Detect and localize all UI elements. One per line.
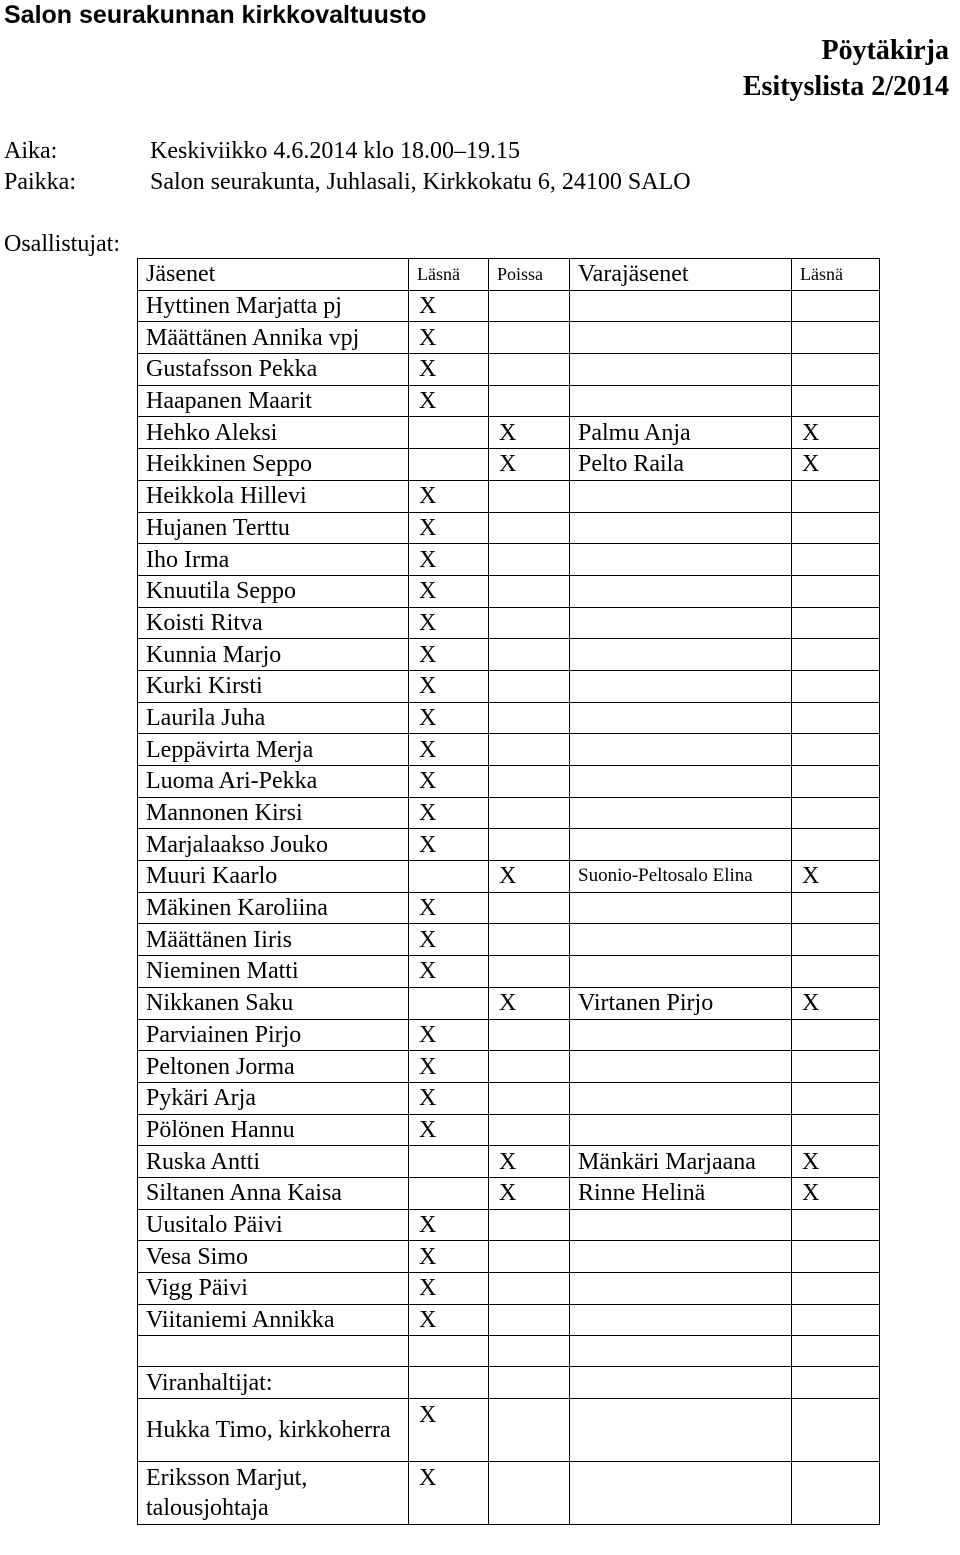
present-mark: X bbox=[409, 480, 489, 512]
member-name: Laurila Juha bbox=[138, 702, 409, 734]
table-row bbox=[138, 892, 880, 924]
deputy-present-mark bbox=[792, 1304, 880, 1336]
deputy-present-mark bbox=[792, 607, 880, 639]
table-row bbox=[138, 861, 880, 893]
present-mark: X bbox=[409, 544, 489, 576]
empty-cell bbox=[489, 1462, 570, 1525]
present-mark: X bbox=[409, 607, 489, 639]
deputy-name bbox=[570, 480, 792, 512]
member-name: Iho Irma bbox=[138, 544, 409, 576]
empty-cell bbox=[489, 1367, 570, 1399]
table-row bbox=[138, 1114, 880, 1146]
deputy-name: Palmu Anja bbox=[570, 417, 792, 449]
officials-label-row bbox=[138, 1367, 880, 1399]
deputy-present-mark bbox=[792, 702, 880, 734]
member-name: Nikkanen Saku bbox=[138, 987, 409, 1019]
deputy-present-mark bbox=[792, 385, 880, 417]
absent-mark: X bbox=[489, 1146, 570, 1178]
deputy-name bbox=[570, 702, 792, 734]
deputy-name: Mänkäri Marjaana bbox=[570, 1146, 792, 1178]
deputy-present-mark bbox=[792, 1114, 880, 1146]
attendance-table bbox=[137, 258, 880, 1525]
present-mark: X bbox=[409, 956, 489, 988]
deputy-name bbox=[570, 797, 792, 829]
member-name: Hehko Aleksi bbox=[138, 417, 409, 449]
deputy-name: Suonio-Peltosalo Elina bbox=[570, 861, 792, 893]
table-row bbox=[138, 385, 880, 417]
deputy-name bbox=[570, 1241, 792, 1273]
official-present-mark: X bbox=[409, 1399, 489, 1462]
absent-mark bbox=[489, 829, 570, 861]
deputy-present-mark bbox=[792, 639, 880, 671]
table-row bbox=[138, 1273, 880, 1305]
official-present-mark: X bbox=[409, 1462, 489, 1525]
present-mark: X bbox=[409, 1241, 489, 1273]
empty-cell bbox=[409, 1336, 489, 1367]
absent-mark bbox=[489, 702, 570, 734]
member-name: Hyttinen Marjatta pj bbox=[138, 290, 409, 322]
header-present: Läsnä bbox=[409, 259, 489, 291]
member-name: Mannonen Kirsi bbox=[138, 797, 409, 829]
table-row bbox=[138, 702, 880, 734]
table-row bbox=[138, 512, 880, 544]
absent-mark bbox=[489, 639, 570, 671]
member-name: Nieminen Matti bbox=[138, 956, 409, 988]
empty-cell bbox=[792, 1367, 880, 1399]
deputy-name bbox=[570, 322, 792, 354]
member-name: Knuutila Seppo bbox=[138, 575, 409, 607]
deputy-name bbox=[570, 1304, 792, 1336]
table-row bbox=[138, 1146, 880, 1178]
deputy-present-mark bbox=[792, 512, 880, 544]
deputy-name bbox=[570, 734, 792, 766]
empty-cell bbox=[570, 1367, 792, 1399]
member-name: Koisti Ritva bbox=[138, 607, 409, 639]
member-name: Viitaniemi Annikka bbox=[138, 1304, 409, 1336]
deputy-name bbox=[570, 385, 792, 417]
absent-mark: X bbox=[489, 417, 570, 449]
absent-mark bbox=[489, 1209, 570, 1241]
present-mark bbox=[409, 861, 489, 893]
present-mark: X bbox=[409, 1082, 489, 1114]
empty-cell bbox=[409, 1367, 489, 1399]
deputy-present-mark: X bbox=[792, 449, 880, 481]
absent-mark bbox=[489, 956, 570, 988]
table-row bbox=[138, 480, 880, 512]
deputy-name bbox=[570, 1209, 792, 1241]
deputy-present-mark: X bbox=[792, 987, 880, 1019]
empty-cell bbox=[489, 1399, 570, 1462]
member-name: Uusitalo Päivi bbox=[138, 1209, 409, 1241]
deputy-name bbox=[570, 575, 792, 607]
deputy-present-mark bbox=[792, 575, 880, 607]
empty-cell bbox=[792, 1336, 880, 1367]
table-row bbox=[138, 449, 880, 481]
present-mark bbox=[409, 987, 489, 1019]
deputy-present-mark bbox=[792, 829, 880, 861]
absent-mark bbox=[489, 354, 570, 386]
empty-cell bbox=[570, 1462, 792, 1525]
member-name: Parviainen Pirjo bbox=[138, 1019, 409, 1051]
present-mark bbox=[409, 1177, 489, 1209]
absent-mark: X bbox=[489, 861, 570, 893]
table-row bbox=[138, 575, 880, 607]
absent-mark bbox=[489, 512, 570, 544]
meeting-time-label: Aika: bbox=[4, 138, 58, 164]
deputy-present-mark bbox=[792, 354, 880, 386]
empty-cell bbox=[792, 1462, 880, 1525]
official-row bbox=[138, 1462, 880, 1525]
empty-cell bbox=[489, 1336, 570, 1367]
present-mark: X bbox=[409, 290, 489, 322]
table-row bbox=[138, 956, 880, 988]
deputy-name bbox=[570, 766, 792, 798]
deputy-present-mark bbox=[792, 670, 880, 702]
table-row bbox=[138, 987, 880, 1019]
table-row bbox=[138, 1304, 880, 1336]
table-row bbox=[138, 1209, 880, 1241]
table-row bbox=[138, 1082, 880, 1114]
absent-mark bbox=[489, 1273, 570, 1305]
member-name: Siltanen Anna Kaisa bbox=[138, 1177, 409, 1209]
deputy-name bbox=[570, 639, 792, 671]
absent-mark bbox=[489, 575, 570, 607]
deputy-present-mark: X bbox=[792, 1146, 880, 1178]
present-mark: X bbox=[409, 1304, 489, 1336]
deputy-present-mark bbox=[792, 1241, 880, 1273]
present-mark: X bbox=[409, 892, 489, 924]
member-name: Gustafsson Pekka bbox=[138, 354, 409, 386]
absent-mark bbox=[489, 480, 570, 512]
table-row bbox=[138, 829, 880, 861]
member-name: Vesa Simo bbox=[138, 1241, 409, 1273]
absent-mark bbox=[489, 1241, 570, 1273]
absent-mark: X bbox=[489, 449, 570, 481]
absent-mark bbox=[489, 385, 570, 417]
present-mark bbox=[409, 449, 489, 481]
table-row bbox=[138, 639, 880, 671]
header-members: Jäsenet bbox=[138, 259, 409, 291]
deputy-name bbox=[570, 290, 792, 322]
member-name: Vigg Päivi bbox=[138, 1273, 409, 1305]
deputy-name bbox=[570, 607, 792, 639]
member-name: Pykäri Arja bbox=[138, 1082, 409, 1114]
deputy-name bbox=[570, 544, 792, 576]
deputy-name: Pelto Raila bbox=[570, 449, 792, 481]
member-name: Kunnia Marjo bbox=[138, 639, 409, 671]
member-name: Mäkinen Karoliina bbox=[138, 892, 409, 924]
member-name: Luoma Ari-Pekka bbox=[138, 766, 409, 798]
meeting-place-label: Paikka: bbox=[4, 169, 76, 195]
present-mark: X bbox=[409, 1114, 489, 1146]
deputy-present-mark bbox=[792, 956, 880, 988]
deputy-present-mark bbox=[792, 924, 880, 956]
absent-mark bbox=[489, 322, 570, 354]
deputy-name bbox=[570, 1051, 792, 1083]
member-name: Peltonen Jorma bbox=[138, 1051, 409, 1083]
present-mark: X bbox=[409, 670, 489, 702]
table-row bbox=[138, 1241, 880, 1273]
absent-mark bbox=[489, 290, 570, 322]
deputy-name bbox=[570, 512, 792, 544]
empty-cell bbox=[570, 1399, 792, 1462]
deputy-name bbox=[570, 1114, 792, 1146]
present-mark: X bbox=[409, 766, 489, 798]
document-type bbox=[743, 33, 949, 105]
present-mark: X bbox=[409, 575, 489, 607]
deputy-name bbox=[570, 354, 792, 386]
deputy-name bbox=[570, 924, 792, 956]
absent-mark: X bbox=[489, 987, 570, 1019]
table-row bbox=[138, 924, 880, 956]
header-deputy-present: Läsnä bbox=[792, 259, 880, 291]
member-name: Heikkinen Seppo bbox=[138, 449, 409, 481]
member-name: Muuri Kaarlo bbox=[138, 861, 409, 893]
present-mark: X bbox=[409, 639, 489, 671]
present-mark: X bbox=[409, 924, 489, 956]
table-row bbox=[138, 1177, 880, 1209]
official-name: Eriksson Marjut, talousjohtaja bbox=[138, 1462, 409, 1525]
present-mark: X bbox=[409, 1019, 489, 1051]
present-mark: X bbox=[409, 1209, 489, 1241]
officials-label: Viranhaltijat: bbox=[138, 1367, 409, 1399]
header-deputies: Varajäsenet bbox=[570, 259, 792, 291]
present-mark: X bbox=[409, 797, 489, 829]
meeting-place-value: Salon seurakunta, Juhlasali, Kirkkokatu 6, 24100 SALO bbox=[150, 169, 691, 195]
attendance-table-body bbox=[138, 259, 880, 1525]
member-name: Pölönen Hannu bbox=[138, 1114, 409, 1146]
table-row bbox=[138, 607, 880, 639]
deputy-name bbox=[570, 1082, 792, 1114]
deputy-present-mark bbox=[792, 480, 880, 512]
deputy-present-mark bbox=[792, 544, 880, 576]
member-name: Haapanen Maarit bbox=[138, 385, 409, 417]
table-row bbox=[138, 322, 880, 354]
absent-mark bbox=[489, 734, 570, 766]
present-mark: X bbox=[409, 385, 489, 417]
deputy-present-mark bbox=[792, 1273, 880, 1305]
deputy-present-mark bbox=[792, 1209, 880, 1241]
absent-mark bbox=[489, 607, 570, 639]
deputy-present-mark bbox=[792, 734, 880, 766]
empty-cell bbox=[138, 1336, 409, 1367]
official-row bbox=[138, 1399, 880, 1462]
header-absent: Poissa bbox=[489, 259, 570, 291]
absent-mark bbox=[489, 1304, 570, 1336]
deputy-name bbox=[570, 829, 792, 861]
deputy-name bbox=[570, 670, 792, 702]
absent-mark bbox=[489, 1082, 570, 1114]
member-name: Leppävirta Merja bbox=[138, 734, 409, 766]
absent-mark bbox=[489, 670, 570, 702]
deputy-present-mark bbox=[792, 892, 880, 924]
deputy-present-mark bbox=[792, 1019, 880, 1051]
absent-mark bbox=[489, 892, 570, 924]
organization-title: Salon seurakunnan kirkkovaltuusto bbox=[4, 1, 427, 29]
absent-mark bbox=[489, 544, 570, 576]
table-row bbox=[138, 734, 880, 766]
table-row bbox=[138, 1019, 880, 1051]
member-name: Ruska Antti bbox=[138, 1146, 409, 1178]
participants-label: Osallistujat: bbox=[4, 231, 120, 257]
table-row bbox=[138, 766, 880, 798]
absent-mark bbox=[489, 766, 570, 798]
deputy-present-mark bbox=[792, 797, 880, 829]
table-row bbox=[138, 290, 880, 322]
meeting-time-value: Keskiviikko 4.6.2014 klo 18.00–19.15 bbox=[150, 138, 520, 164]
empty-row bbox=[138, 1336, 880, 1367]
deputy-present-mark bbox=[792, 1051, 880, 1083]
absent-mark bbox=[489, 1019, 570, 1051]
deputy-name bbox=[570, 956, 792, 988]
present-mark: X bbox=[409, 1273, 489, 1305]
present-mark: X bbox=[409, 354, 489, 386]
absent-mark bbox=[489, 924, 570, 956]
official-name: Hukka Timo, kirkkoherra bbox=[138, 1399, 409, 1462]
present-mark: X bbox=[409, 1051, 489, 1083]
present-mark bbox=[409, 417, 489, 449]
table-row bbox=[138, 797, 880, 829]
table-row bbox=[138, 354, 880, 386]
empty-cell bbox=[570, 1336, 792, 1367]
deputy-present-mark bbox=[792, 322, 880, 354]
table-row bbox=[138, 670, 880, 702]
deputy-present-mark bbox=[792, 766, 880, 798]
member-name: Marjalaakso Jouko bbox=[138, 829, 409, 861]
empty-cell bbox=[792, 1399, 880, 1462]
member-name: Määttänen Annika vpj bbox=[138, 322, 409, 354]
absent-mark bbox=[489, 1051, 570, 1083]
present-mark: X bbox=[409, 512, 489, 544]
deputy-name: Rinne Helinä bbox=[570, 1177, 792, 1209]
table-row bbox=[138, 544, 880, 576]
deputy-present-mark: X bbox=[792, 861, 880, 893]
deputy-name: Virtanen Pirjo bbox=[570, 987, 792, 1019]
member-name: Heikkola Hillevi bbox=[138, 480, 409, 512]
deputy-name bbox=[570, 1273, 792, 1305]
present-mark: X bbox=[409, 829, 489, 861]
deputy-present-mark bbox=[792, 290, 880, 322]
present-mark: X bbox=[409, 322, 489, 354]
deputy-present-mark: X bbox=[792, 417, 880, 449]
present-mark: X bbox=[409, 734, 489, 766]
agenda-number: Esityslista 2/2014 bbox=[742, 71, 949, 102]
present-mark bbox=[409, 1146, 489, 1178]
member-name: Kurki Kirsti bbox=[138, 670, 409, 702]
absent-mark bbox=[489, 1114, 570, 1146]
deputy-present-mark: X bbox=[792, 1177, 880, 1209]
member-name: Määttänen Iiris bbox=[138, 924, 409, 956]
table-row bbox=[138, 1051, 880, 1083]
absent-mark: X bbox=[489, 1177, 570, 1209]
table-header-row bbox=[138, 259, 880, 291]
member-name: Hujanen Terttu bbox=[138, 512, 409, 544]
deputy-name bbox=[570, 1019, 792, 1051]
document-type-label: Pöytäkirja bbox=[821, 35, 949, 66]
absent-mark bbox=[489, 797, 570, 829]
table-row bbox=[138, 417, 880, 449]
deputy-present-mark bbox=[792, 1082, 880, 1114]
present-mark: X bbox=[409, 702, 489, 734]
deputy-name bbox=[570, 892, 792, 924]
